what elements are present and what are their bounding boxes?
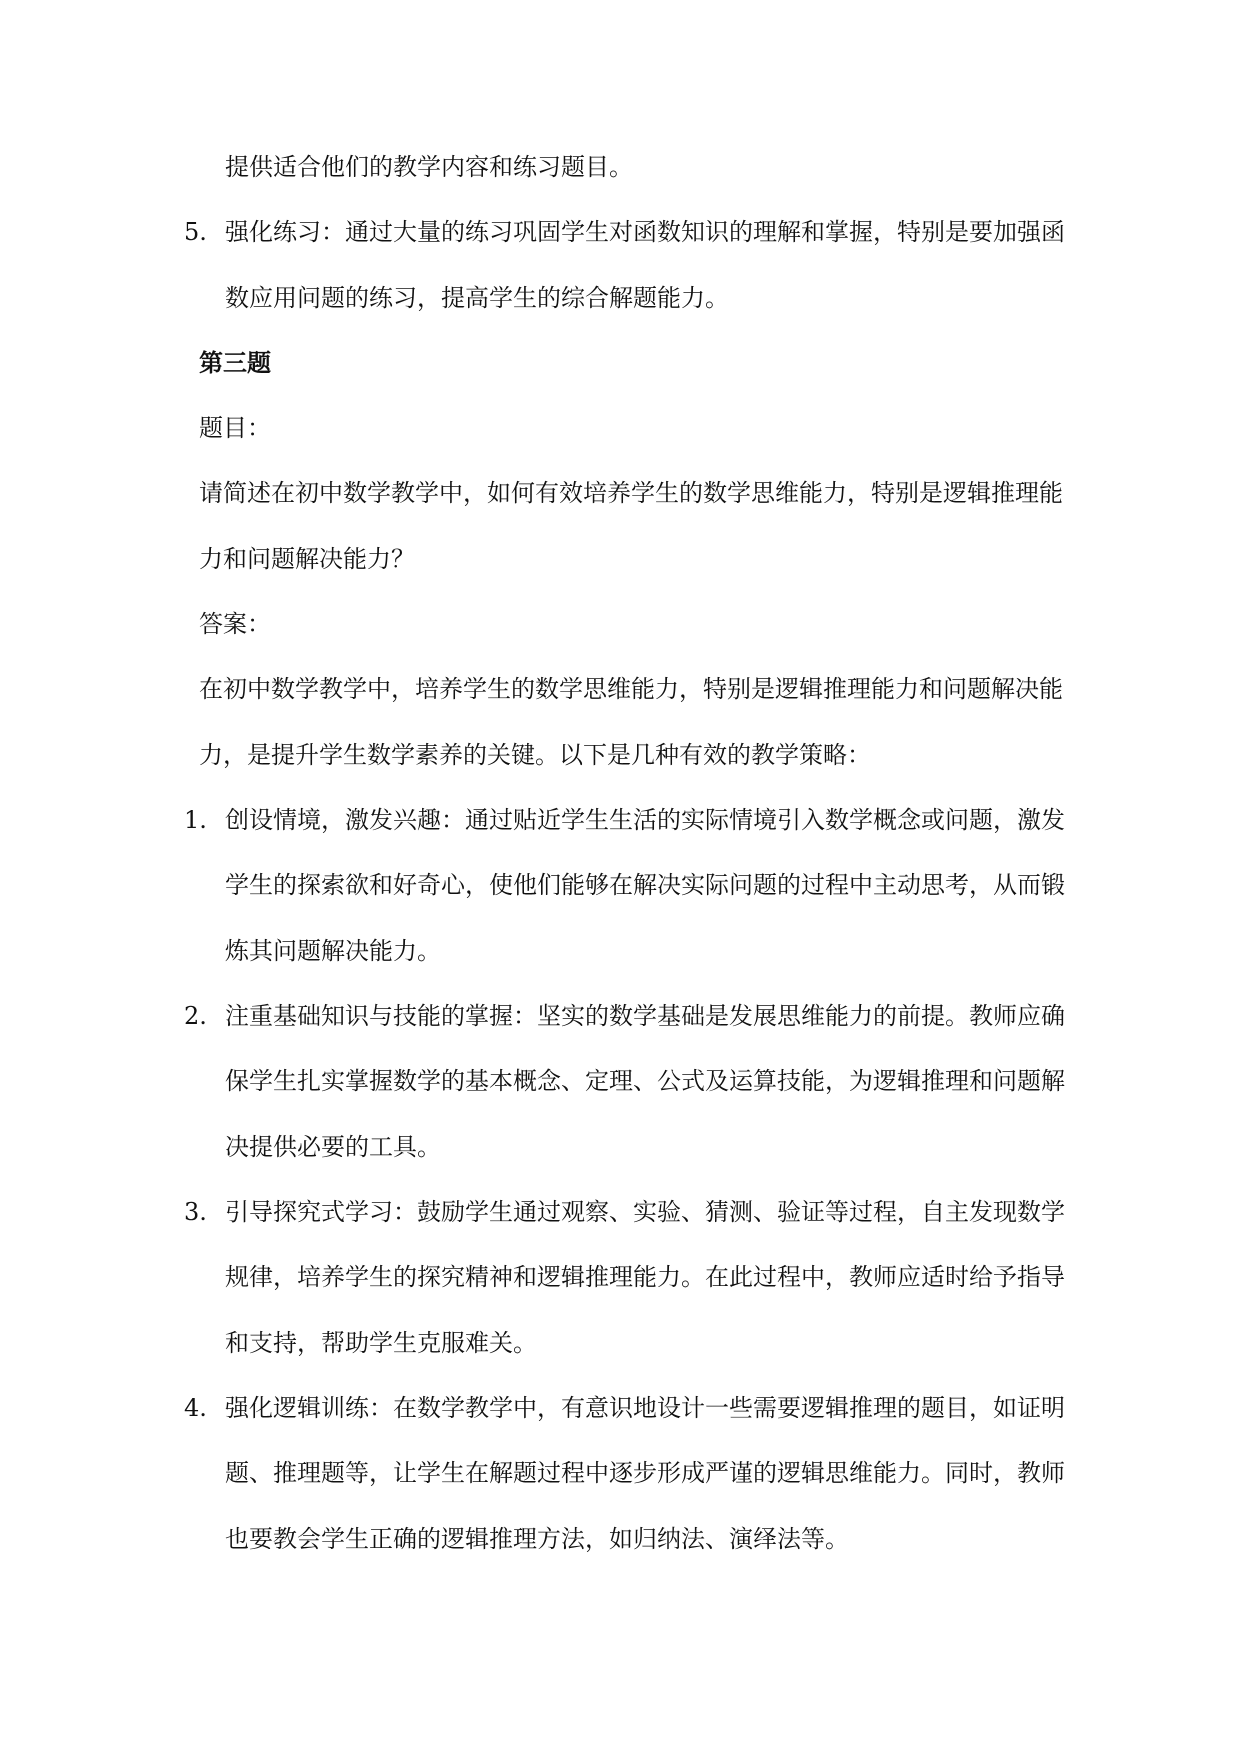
strategy-1-line-1: 创设情境，激发兴趣：通过贴近学生生活的实际情境引入数学概念或问题，激发	[225, 806, 1065, 834]
strategy-3-line-2: 规律，培养学生的探究精神和逻辑推理能力。在此过程中，教师应适时给予指导	[225, 1263, 1065, 1291]
answer-label: 答案：	[199, 610, 271, 638]
question-line-2: 力和问题解决能力？	[199, 545, 415, 573]
strategy-1-number: 1.	[184, 806, 207, 834]
strategy-1-line-3: 炼其问题解决能力。	[225, 937, 441, 965]
answer-line-2: 力，是提升学生数学素养的关键。以下是几种有效的教学策略：	[199, 741, 871, 769]
strategy-3-line-3: 和支持，帮助学生克服难关。	[225, 1329, 537, 1357]
item5-line-2: 数应用问题的练习，提高学生的综合解题能力。	[225, 284, 729, 312]
strategy-3-line-1: 引导探究式学习：鼓励学生通过观察、实验、猜测、验证等过程，自主发现数学	[225, 1198, 1065, 1226]
strategy-4-number: 4.	[184, 1394, 207, 1422]
strategy-1-line-2: 学生的探索欲和好奇心，使他们能够在解决实际问题的过程中主动思考，从而锻	[225, 871, 1065, 899]
strategy-2-number: 2.	[184, 1002, 207, 1030]
strategy-2-line-2: 保学生扎实掌握数学的基本概念、定理、公式及运算技能，为逻辑推理和问题解	[225, 1067, 1065, 1095]
strategy-2-line-3: 决提供必要的工具。	[225, 1133, 441, 1161]
question-label: 题目：	[199, 414, 271, 442]
question-line-1: 请简述在初中数学教学中，如何有效培养学生的数学思维能力，特别是逻辑推理能	[199, 479, 1063, 507]
strategy-4-line-2: 题、推理题等，让学生在解题过程中逐步形成严谨的逻辑思维能力。同时，教师	[225, 1459, 1065, 1487]
item5-line-1: 强化练习：通过大量的练习巩固学生对函数知识的理解和掌握，特别是要加强函	[225, 218, 1065, 246]
answer-line-1: 在初中数学教学中，培养学生的数学思维能力，特别是逻辑推理能力和问题解决能	[199, 675, 1063, 703]
item5-number: 5.	[184, 218, 207, 246]
section-heading: 第三题	[199, 348, 271, 377]
strategy-2-line-1: 注重基础知识与技能的掌握：坚实的数学基础是发展思维能力的前提。教师应确	[225, 1002, 1065, 1030]
strategy-3-number: 3.	[184, 1198, 207, 1226]
strategy-4-line-3: 也要教会学生正确的逻辑推理方法，如归纳法、演绎法等。	[225, 1525, 849, 1553]
item4-continuation-line: 提供适合他们的教学内容和练习题目。	[225, 153, 633, 181]
strategy-4-line-1: 强化逻辑训练：在数学教学中，有意识地设计一些需要逻辑推理的题目，如证明	[225, 1394, 1065, 1422]
